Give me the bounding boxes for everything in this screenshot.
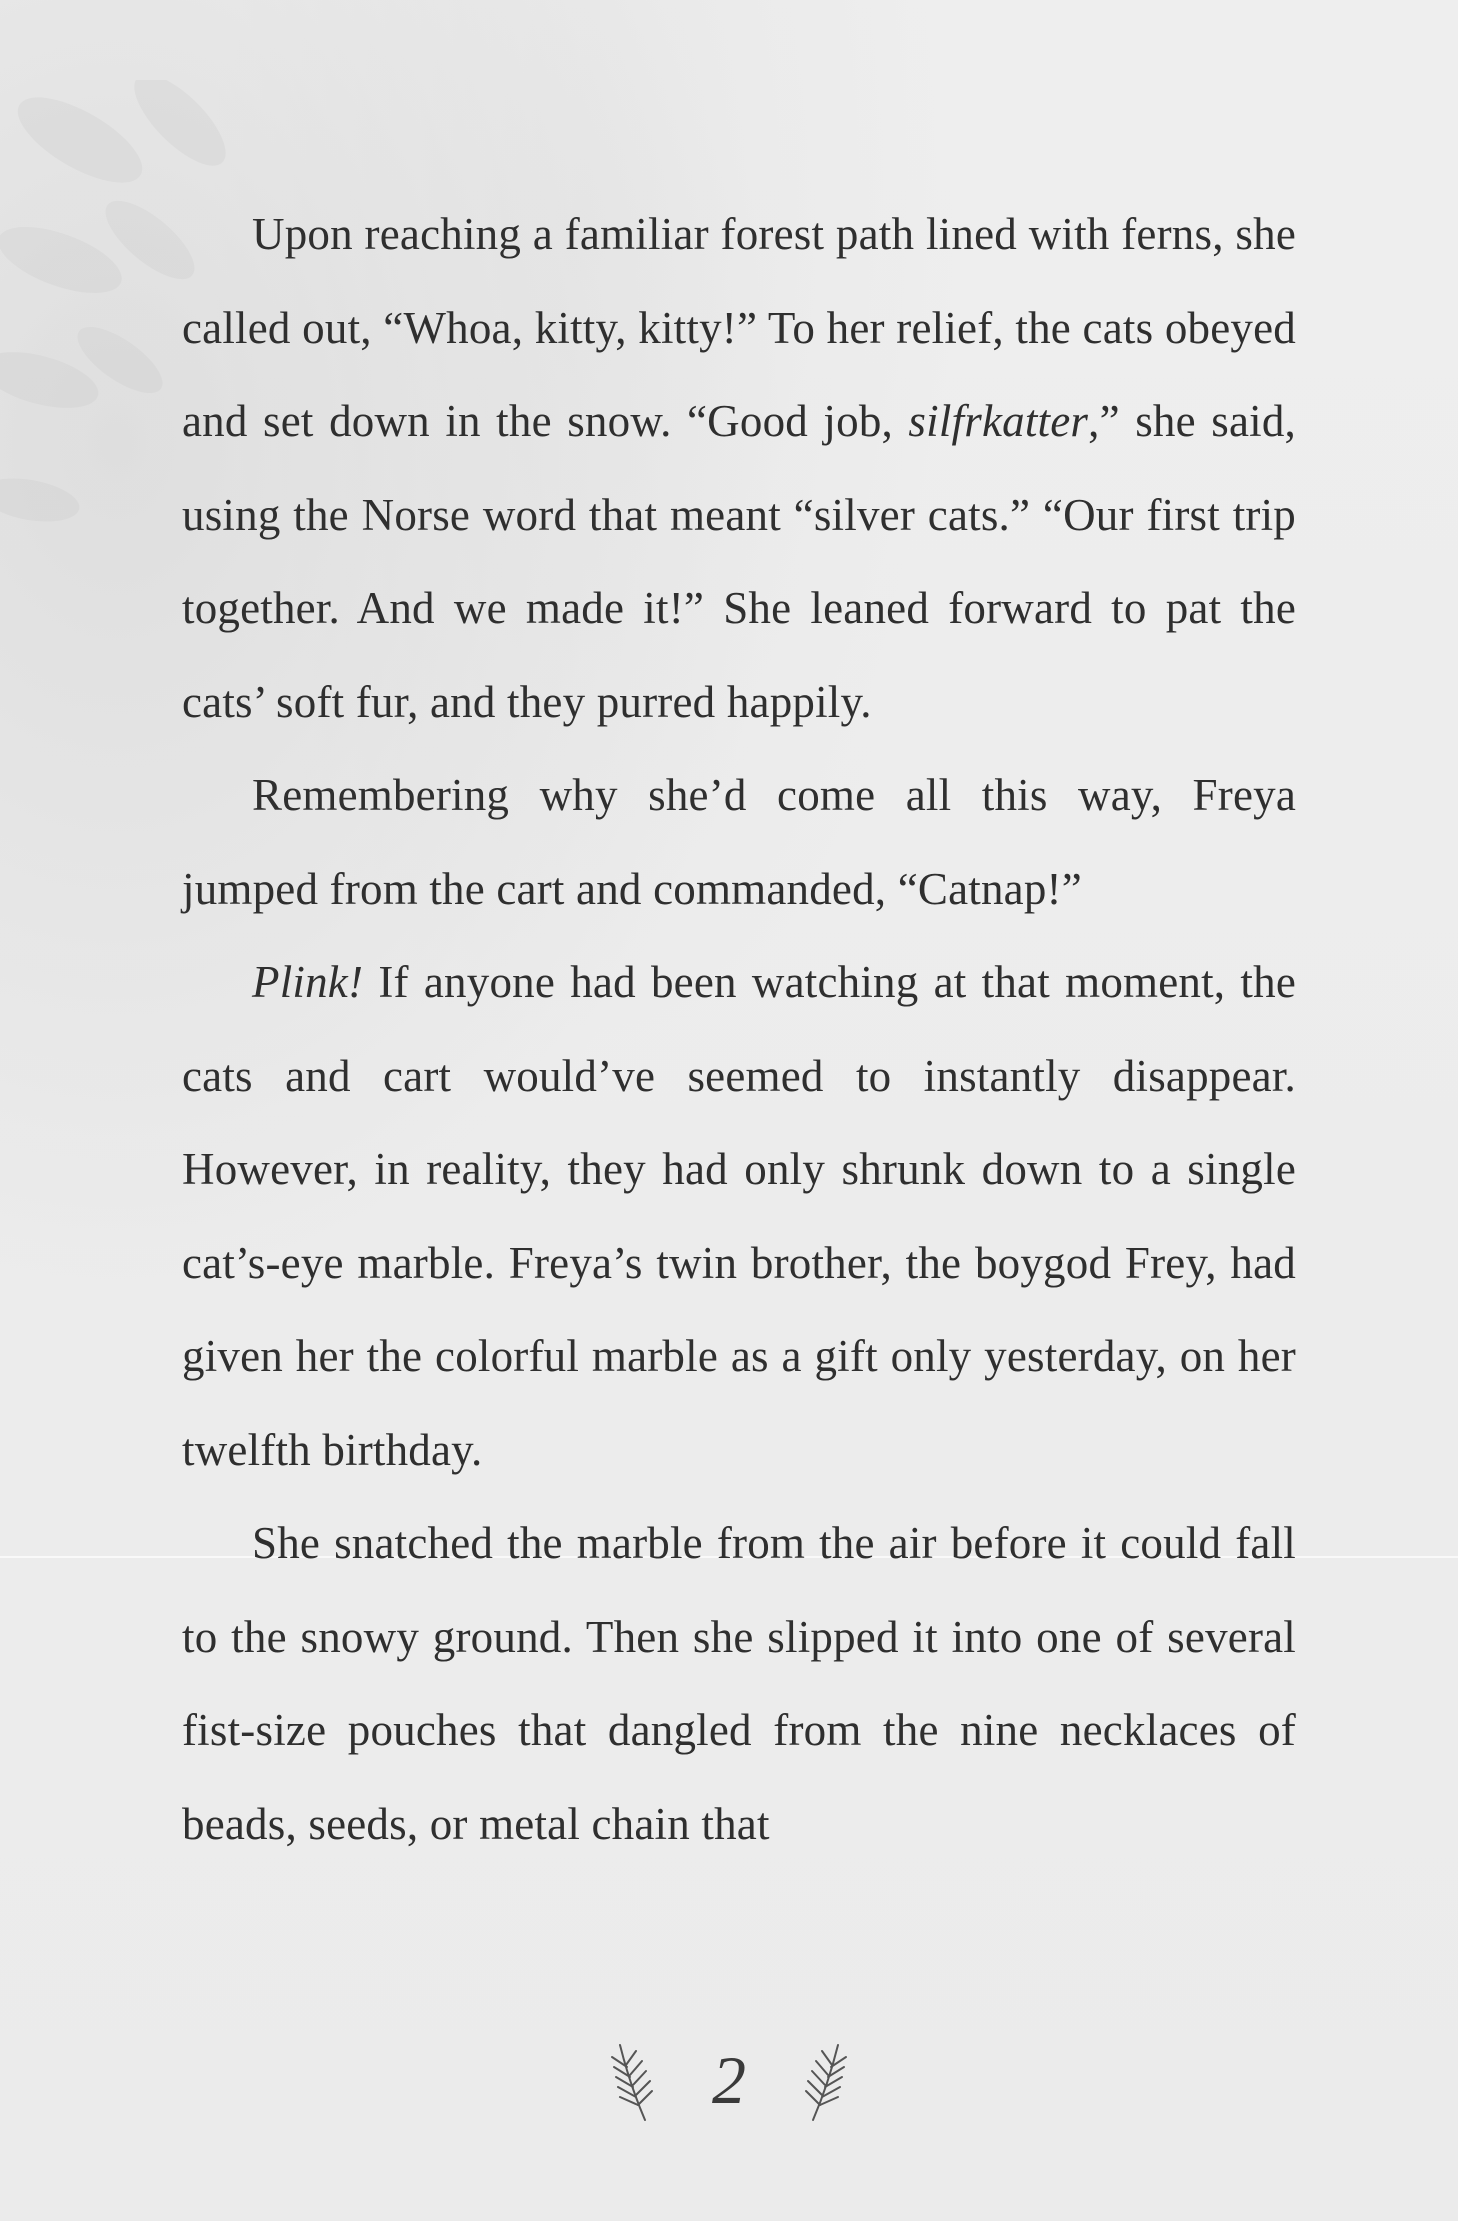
text-run: Upon reaching a familiar forest path lined with ferns, she called out, “Whoa, kitty, kitty!” To her relief, the cats obeyed and set down in the snow. “Good job, [182, 209, 1296, 446]
text-run-italic: silfrkatter [908, 396, 1089, 446]
page-number: 2 [712, 2041, 746, 2118]
fern-sprig-icon [590, 2035, 670, 2125]
paragraph [182, 749, 1296, 936]
text-run-italic: Plink! [252, 957, 364, 1007]
text-run: Remembering why she’d come all this way, Freya jumped from the cart and commanded, “Catnap!” [182, 770, 1296, 914]
fern-sprig-icon [788, 2035, 868, 2125]
text-run: She snatched the marble from the air before it could fall to the snowy ground. Then she slipped it into one of several fist-size pouches that dangled from the nine necklaces of beads, seeds, or metal chain that [182, 1518, 1296, 1849]
text-run: If anyone had been watching at that moment, the cats and cart would’ve seemed to instantly disappear. However, in reality, they had only shrunk down to a single cat’s-eye marble. Freya’s twin brother, the boygod Frey, had given her the colorful marble as a gift only yesterday, on her twelfth birthday. [182, 957, 1296, 1475]
paragraph [182, 936, 1296, 1497]
page-footer [0, 2030, 1458, 2130]
body-text [182, 188, 1296, 1871]
text-run: ,” she said, using the Norse word that meant “silver cats.” “Our first trip together. And we made it!” She leaned forward to pat the cats’ soft fur, and they purred happily. [182, 396, 1296, 727]
paragraph [182, 188, 1296, 749]
paragraph [182, 1497, 1296, 1871]
